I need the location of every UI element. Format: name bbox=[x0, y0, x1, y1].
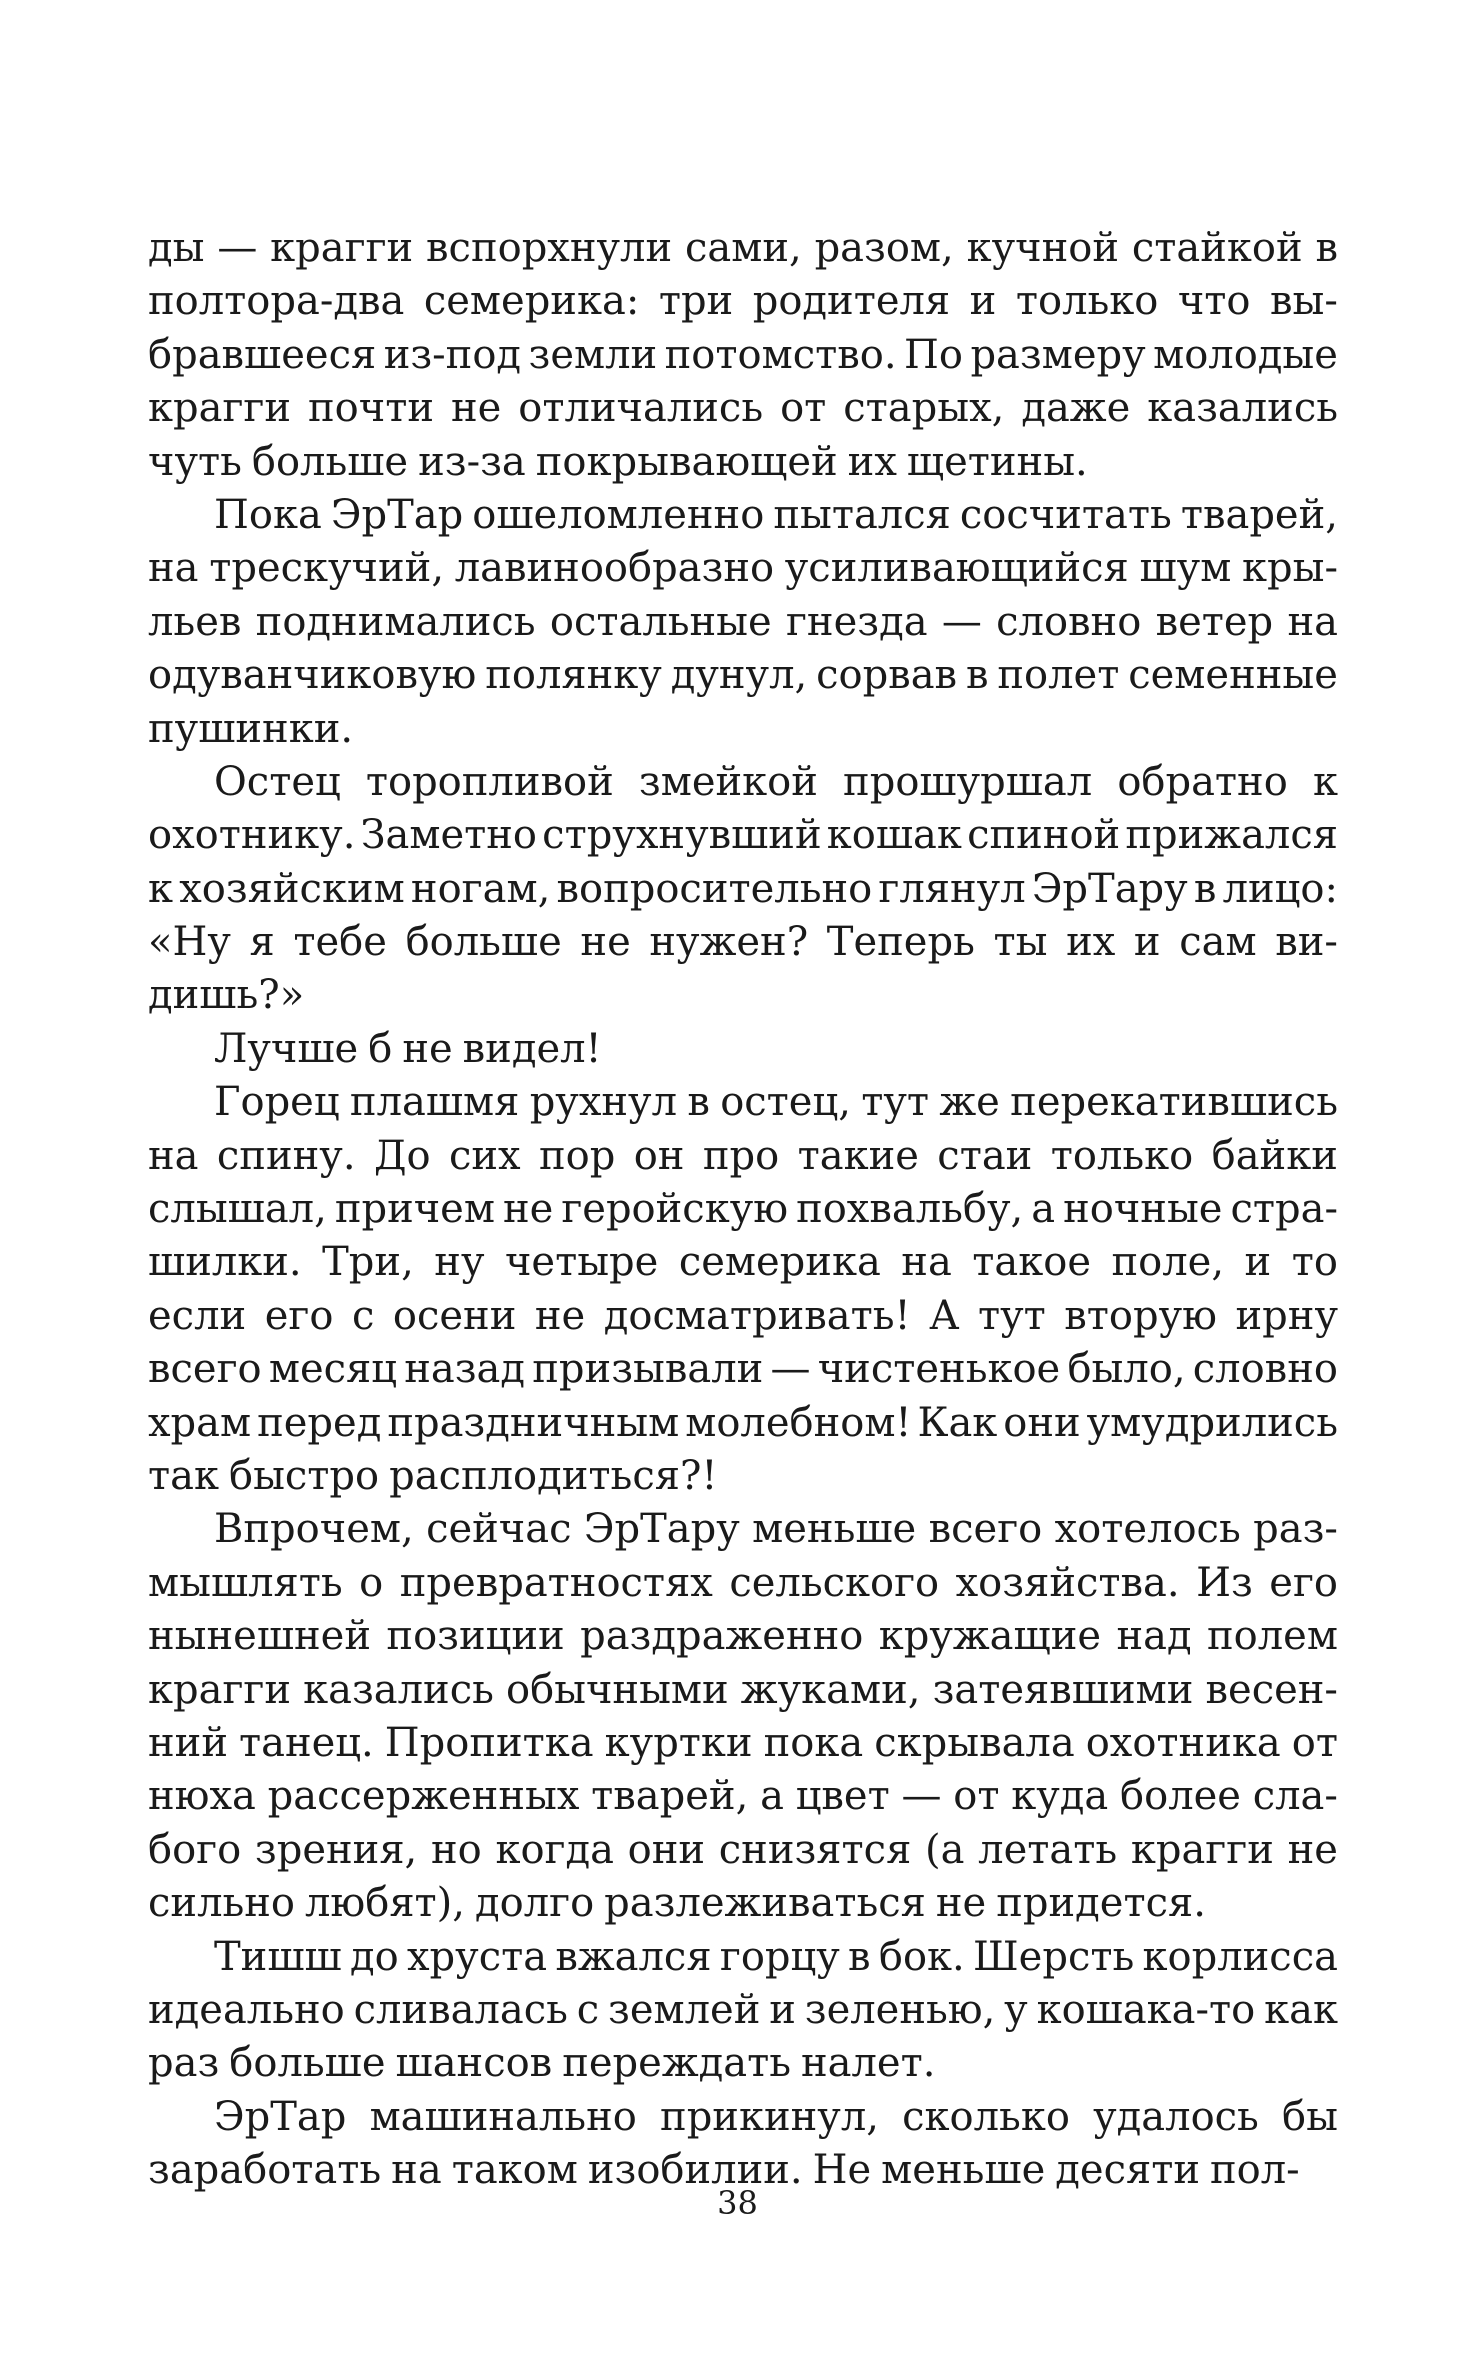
paragraph bbox=[148, 222, 1338, 489]
text-line: сильно любят), долго разлеживаться не придется. bbox=[148, 1880, 1206, 1927]
paragraph bbox=[148, 1931, 1338, 2091]
text-line: Тишш до хруста вжался горцу в бок. Шерсть корлисса bbox=[214, 1933, 1338, 1980]
text-line: Остец торопливой змейкой прошуршал обратно к bbox=[214, 758, 1338, 805]
text-line: к хозяйским ногам, вопросительно глянул ЭрТару в лицо: bbox=[148, 865, 1338, 912]
text-line: заработать на таком изобилии. Не меньше десяти пол- bbox=[148, 2147, 1300, 2194]
text-line: на трескучий, лавинообразно усиливающийся шум кры- bbox=[148, 545, 1338, 592]
paragraph bbox=[148, 2091, 1338, 2198]
text-line: крагги почти не отличались от старых, даже казались bbox=[148, 385, 1338, 432]
text-line: «Ну я тебе больше не нужен? Теперь ты их и сам ви- bbox=[148, 919, 1338, 966]
text-line: Пока ЭрТар ошеломленно пытался сосчитать тварей, bbox=[214, 491, 1338, 538]
text-line: Горец плашмя рухнул в остец, тут же перекатившись bbox=[214, 1079, 1338, 1126]
text-line: шилки. Три, ну четыре семерика на такое поле, и то bbox=[148, 1239, 1338, 1286]
text-line: чуть больше из-за покрывающей их щетины. bbox=[148, 438, 1088, 485]
text-line: охотнику. Заметно струхнувший кошак спиной прижался bbox=[148, 812, 1338, 859]
text-line: на спину. До сих пор он про такие стаи только байки bbox=[148, 1132, 1338, 1179]
text-line: бого зрения, но когда они снизятся (а летать крагги не bbox=[148, 1826, 1338, 1873]
paragraph bbox=[148, 1023, 1338, 1076]
page-number: 38 bbox=[717, 2184, 758, 2222]
text-line: храм перед праздничным молебном! Как они умудрились bbox=[148, 1399, 1338, 1446]
text-line: так быстро расплодиться?! bbox=[148, 1452, 718, 1499]
text-line: нюха рассерженных тварей, а цвет — от куда более сла- bbox=[148, 1773, 1338, 1820]
paragraph bbox=[148, 1076, 1338, 1503]
text-line: одуванчиковую полянку дунул, сорвав в полет семенные bbox=[148, 652, 1338, 699]
body-text bbox=[148, 222, 1338, 2197]
text-line: мышлять о превратностях сельского хозяйства. Из его bbox=[148, 1559, 1338, 1606]
text-line: ЭрТар машинально прикинул, сколько удалось бы bbox=[214, 2093, 1338, 2140]
text-line: дишь?» bbox=[148, 972, 305, 1019]
text-line: бравшееся из-под земли потомство. По размеру молодые bbox=[148, 331, 1338, 378]
text-line: ний танец. Пропитка куртки пока скрывала охотника от bbox=[148, 1719, 1338, 1766]
text-line: если его с осени не досматривать! А тут вторую ирну bbox=[148, 1292, 1338, 1339]
text-line: идеально сливалась с землей и зеленью, у кошака-то как bbox=[148, 1986, 1338, 2033]
text-line: слышал, причем не геройскую похвальбу, а ночные стра- bbox=[148, 1186, 1338, 1233]
text-line: раз больше шансов переждать налет. bbox=[148, 2040, 936, 2087]
text-line: всего месяц назад призывали — чистенькое было, словно bbox=[148, 1346, 1338, 1393]
text-line: льев поднимались остальные гнезда — словно ветер на bbox=[148, 598, 1338, 645]
text-line: крагги казались обычными жуками, затеявшими весен- bbox=[148, 1666, 1338, 1713]
text-line: Лучше б не видел! bbox=[214, 1025, 602, 1072]
text-line: Впрочем, сейчас ЭрТару меньше всего хотелось раз- bbox=[214, 1506, 1338, 1553]
text-line: полтора-два семерика: три родителя и только что вы- bbox=[148, 278, 1338, 325]
paragraph bbox=[148, 756, 1338, 1023]
text-line: нынешней позиции раздраженно кружащие над полем bbox=[148, 1613, 1338, 1660]
paragraph bbox=[148, 489, 1338, 756]
paragraph bbox=[148, 1503, 1338, 1930]
text-line: пушинки. bbox=[148, 705, 354, 752]
text-line: ды — крагги вспорхнули сами, разом, кучной стайкой в bbox=[148, 225, 1338, 271]
